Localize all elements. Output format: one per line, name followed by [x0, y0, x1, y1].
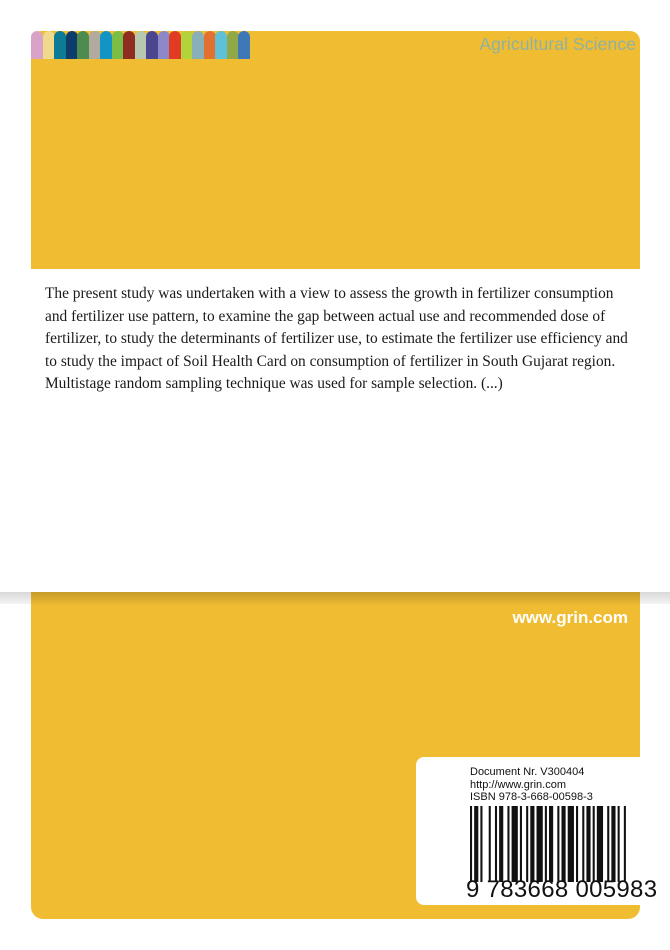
isbn-number: ISBN 978-3-668-00598-3 [470, 791, 593, 803]
color-tab [100, 31, 112, 59]
color-tabs-strip [31, 31, 250, 59]
color-tab [54, 31, 66, 59]
category-label: Agricultural Science [479, 34, 636, 54]
color-tab [169, 31, 181, 59]
publisher-website: www.grin.com [512, 608, 628, 627]
color-tab [181, 31, 193, 59]
color-tab [158, 31, 170, 59]
color-tab [31, 31, 43, 59]
color-tab [66, 31, 78, 59]
cover-top-panel [31, 31, 640, 269]
color-tab [43, 31, 55, 59]
color-tab [204, 31, 216, 59]
color-tab [89, 31, 101, 59]
color-tab [227, 31, 239, 59]
document-info [470, 766, 593, 804]
barcode-digits: 9 783668 005983 [466, 876, 658, 903]
barcode-icon [470, 806, 628, 882]
color-tab [123, 31, 135, 59]
abstract-text: The present study was undertaken with a view to assess the growth in fertilizer consumption and fertilizer use pattern, to examine the gap between actual use and recommended dose of fertilizer, to study the determinants of fertilizer use, to estimate the fertilizer use efficiency and to study the impact of Soil Health Card on consumption of fertilizer in South Gujarat region. Multistage random sampling technique was used for sample selection. (...) [45, 285, 628, 392]
color-tab [135, 31, 147, 59]
color-tab [238, 31, 250, 59]
color-tab [112, 31, 124, 59]
color-tab [146, 31, 158, 59]
document-number: Document Nr. V300404 [470, 766, 585, 778]
color-tab [215, 31, 227, 59]
document-url: http://www.grin.com [470, 778, 566, 791]
color-tab [77, 31, 89, 59]
color-tab [192, 31, 204, 59]
